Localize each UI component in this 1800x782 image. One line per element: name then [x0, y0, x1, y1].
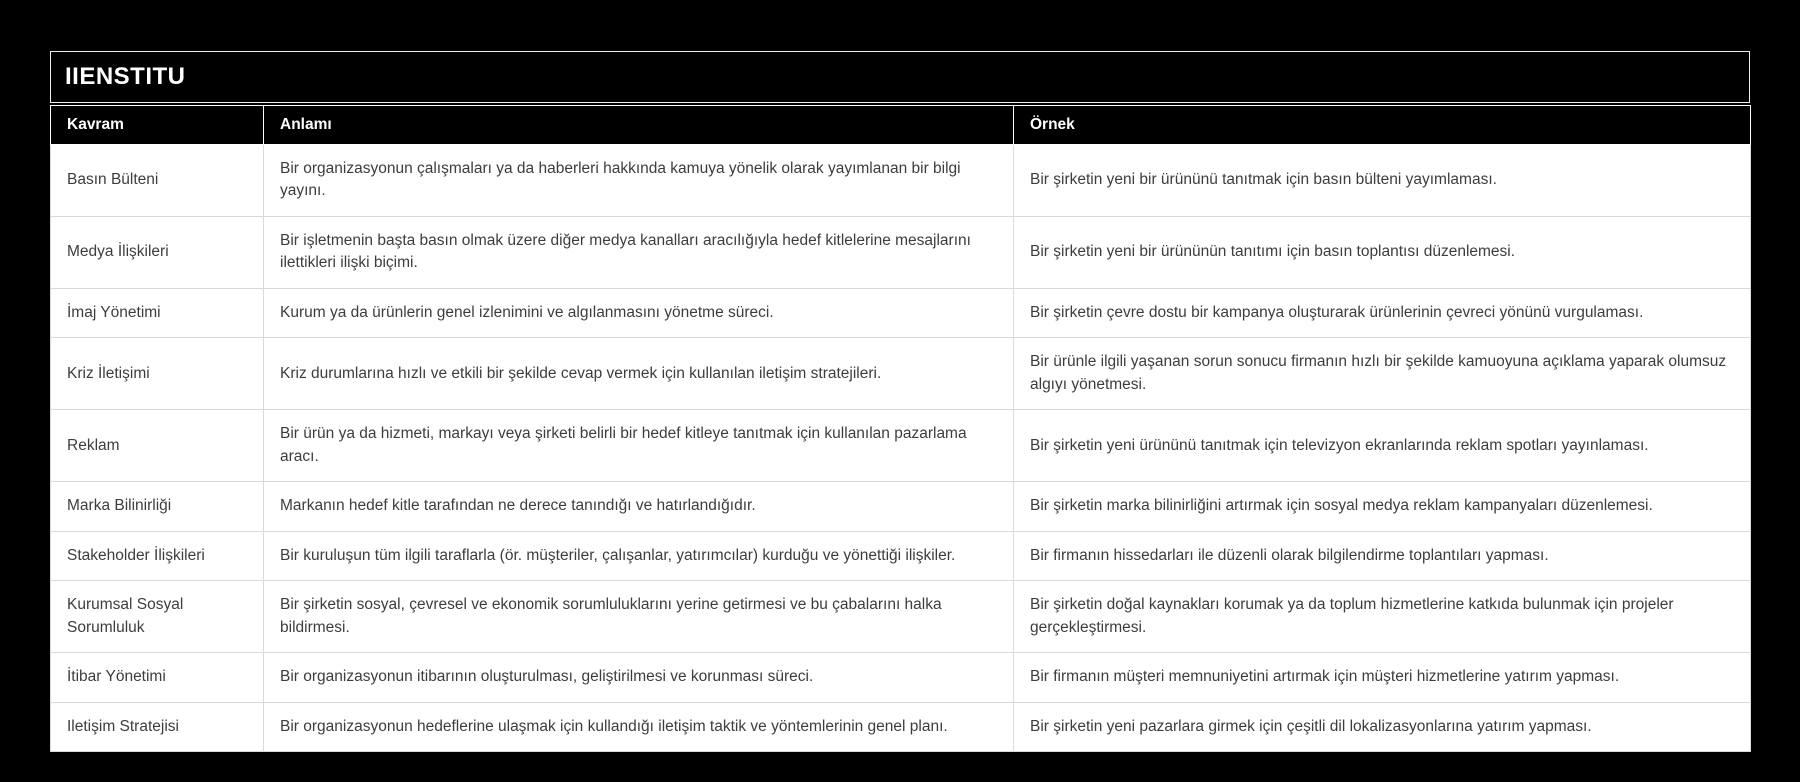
- table-row: [51, 145, 1751, 217]
- anlami-cell: Kurum ya da ürünlerin genel izlenimini ve algılanmasını yönetme süreci.: [264, 288, 1014, 337]
- table-row: [51, 653, 1751, 702]
- ornek-cell: Bir şirketin marka bilinirliğini artırmak için sosyal medya reklam kampanyaları düzenlemesi.: [1014, 482, 1751, 531]
- kavram-cell: Medya İlişkileri: [51, 216, 264, 288]
- anlami-cell: Bir ürün ya da hizmeti, markayı veya şirketi belirli bir hedef kitleye tanıtmak için kullanılan pazarlama aracı.: [264, 410, 1014, 482]
- kavram-cell: Kriz İletişimi: [51, 338, 264, 410]
- table-row: [51, 288, 1751, 337]
- kavram-cell: Iletişim Stratejisi: [51, 702, 264, 751]
- kavram-cell: Basın Bülteni: [51, 145, 264, 217]
- table-header-row: [51, 106, 1751, 145]
- ornek-cell: Bir şirketin yeni pazarlara girmek için çeşitli dil lokalizasyonlarına yatırım yapması.: [1014, 702, 1751, 751]
- ornek-cell: Bir ürünle ilgili yaşanan sorun sonucu firmanın hızlı bir şekilde kamuoyuna açıklama yaparak olumsuz algıyı yönetmesi.: [1014, 338, 1751, 410]
- table-row: [51, 702, 1751, 751]
- kavram-cell: Kurumsal Sosyal Sorumluluk: [51, 581, 264, 653]
- table-row: [51, 531, 1751, 580]
- ornek-cell: Bir şirketin yeni bir ürününün tanıtımı için basın toplantısı düzenlemesi.: [1014, 216, 1751, 288]
- anlami-cell: Kriz durumlarına hızlı ve etkili bir şekilde cevap vermek için kullanılan iletişim stratejileri.: [264, 338, 1014, 410]
- anlami-cell: Bir şirketin sosyal, çevresel ve ekonomik sorumluluklarını yerine getirmesi ve bu çabalarını halka bildirmesi.: [264, 581, 1014, 653]
- table-row: [51, 410, 1751, 482]
- anlami-cell: Bir organizasyonun itibarının oluşturulması, geliştirilmesi ve korunması süreci.: [264, 653, 1014, 702]
- ornek-cell: Bir firmanın hissedarları ile düzenli olarak bilgilendirme toplantıları yapması.: [1014, 531, 1751, 580]
- column-header-kavram: Kavram: [51, 106, 264, 145]
- anlami-cell: Bir organizasyonun hedeflerine ulaşmak için kullandığı iletişim taktik ve yöntemlerinin genel planı.: [264, 702, 1014, 751]
- table-row: [51, 216, 1751, 288]
- definitions-table-frame: [50, 51, 1750, 752]
- table-row: [51, 581, 1751, 653]
- kavram-cell: Stakeholder İlişkileri: [51, 531, 264, 580]
- column-header-anlami: Anlamı: [264, 106, 1014, 145]
- ornek-cell: Bir şirketin yeni bir ürününü tanıtmak için basın bülteni yayımlaması.: [1014, 145, 1751, 217]
- anlami-cell: Markanın hedef kitle tarafından ne derece tanındığı ve hatırlandığıdır.: [264, 482, 1014, 531]
- kavram-cell: İtibar Yönetimi: [51, 653, 264, 702]
- kavram-cell: Marka Bilinirliği: [51, 482, 264, 531]
- anlami-cell: Bir işletmenin başta basın olmak üzere diğer medya kanalları aracılığıyla hedef kitlelerine mesajlarını ilettikleri ilişki biçimi.: [264, 216, 1014, 288]
- ornek-cell: Bir şirketin doğal kaynakları korumak ya da toplum hizmetlerine katkıda bulunmak için projeler gerçekleştirmesi.: [1014, 581, 1751, 653]
- kavram-cell: İmaj Yönetimi: [51, 288, 264, 337]
- table-row: [51, 338, 1751, 410]
- definitions-table: [50, 105, 1751, 752]
- page-title: IIENSTITU: [50, 51, 1750, 103]
- column-header-ornek: Örnek: [1014, 106, 1751, 145]
- anlami-cell: Bir kuruluşun tüm ilgili taraflarla (ör. müşteriler, çalışanlar, yatırımcılar) kurduğu ve yönettiği ilişkiler.: [264, 531, 1014, 580]
- ornek-cell: Bir firmanın müşteri memnuniyetini artırmak için müşteri hizmetlerine yatırım yapması.: [1014, 653, 1751, 702]
- anlami-cell: Bir organizasyonun çalışmaları ya da haberleri hakkında kamuya yönelik olarak yayımlanan bir bilgi yayını.: [264, 145, 1014, 217]
- ornek-cell: Bir şirketin çevre dostu bir kampanya oluşturarak ürünlerinin çevreci yönünü vurgulaması.: [1014, 288, 1751, 337]
- kavram-cell: Reklam: [51, 410, 264, 482]
- ornek-cell: Bir şirketin yeni ürününü tanıtmak için televizyon ekranlarında reklam spotları yayınlaması.: [1014, 410, 1751, 482]
- table-row: [51, 482, 1751, 531]
